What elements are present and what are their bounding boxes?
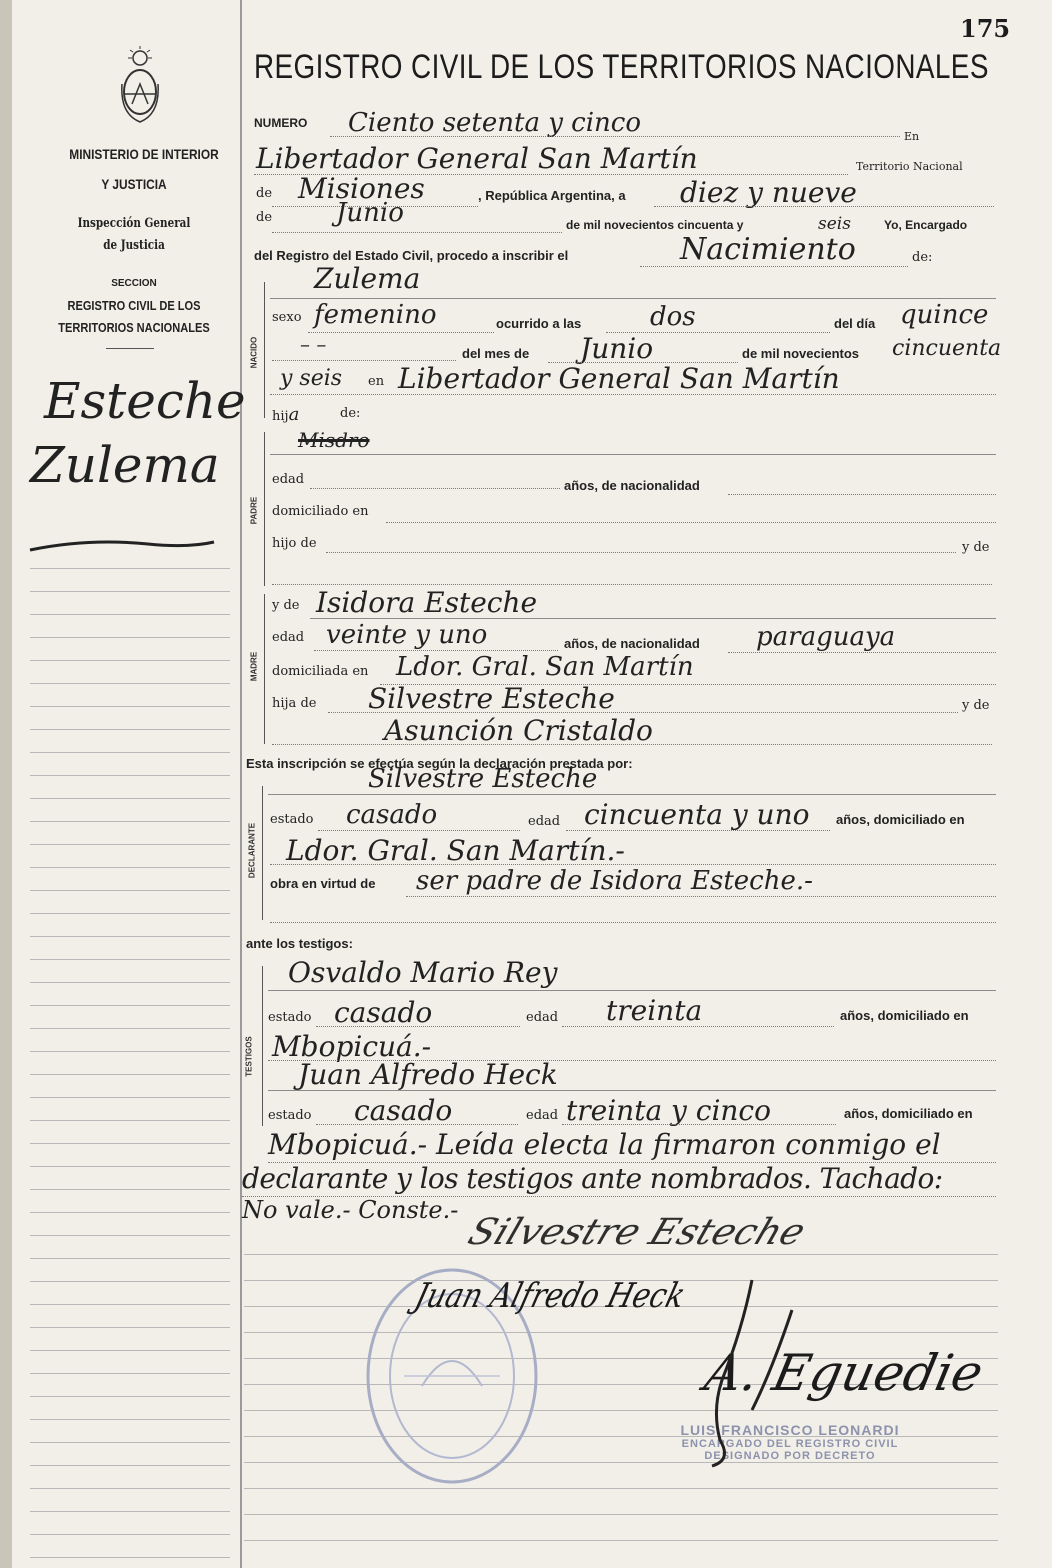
margin-ruled-line: [30, 1419, 230, 1420]
declarant-obra-label: obra en virtud de: [270, 876, 376, 891]
ministry-line-1: MINISTERIO DE INTERIOR: [69, 146, 219, 162]
margin-ruled-line: [30, 1005, 230, 1006]
maternal-grandmother-value: Asunción Cristaldo: [384, 714, 653, 747]
margin-ruled-line: [30, 1212, 230, 1213]
act-value: Nacimiento: [680, 232, 856, 267]
birth-year-value-1: cincuenta: [892, 336, 1002, 361]
declarant-signature: Silvestre Esteche: [462, 1212, 811, 1253]
margin-ruled-line: [30, 1396, 230, 1397]
witness2-estado-value: casado: [354, 1094, 453, 1127]
mother-domiciliada-label: domiciliada en: [272, 664, 369, 679]
yo-label: Yo, Encargado: [884, 218, 968, 232]
declarant-obra-value: ser padre de Isidora Esteche.-: [416, 866, 813, 896]
margin-ruled-line: [30, 660, 230, 661]
republica-label: , República Argentina, a: [478, 188, 626, 203]
witness2-age-value: treinta y cinco: [566, 1094, 771, 1127]
witness2-edad-label: edad: [526, 1108, 559, 1123]
mother-name-line: [310, 618, 996, 619]
father-grandmother-line: [272, 584, 992, 585]
margin-ruled-line: [30, 1534, 230, 1535]
margin-ruled-line: [30, 568, 230, 569]
witness1-name: Osvaldo Mario Rey: [288, 956, 558, 989]
birth-place-value: Libertador General San Martín: [398, 362, 840, 395]
mother-nationality-line: [728, 652, 996, 653]
nacido-section-label: NACIDO: [249, 336, 259, 369]
witness1-domicile-value: Mbopicuá.-: [272, 1030, 432, 1063]
margin-ruled-line: [30, 913, 230, 914]
father-struck-name: Misdro: [298, 428, 370, 452]
father-edad-label: edad: [272, 472, 305, 487]
margin-ruled-line: [30, 982, 230, 983]
section-label: SECCION: [111, 278, 157, 289]
declarant-name: Silvestre Esteche: [368, 764, 598, 794]
margin-ruled-line: [30, 844, 230, 845]
witness1-estado-line: [316, 1026, 520, 1027]
dash-line: [272, 360, 456, 361]
numero-label: NUMERO: [254, 116, 308, 130]
section-line-1: REGISTRO CIVIL DE LOS: [67, 298, 201, 313]
header-underline: [106, 348, 154, 349]
lower-ruled-line: [244, 1540, 998, 1541]
section-line-2: TERRITORIOS NACIONALES: [58, 320, 210, 335]
padre-bracket: [264, 432, 265, 586]
en-label: En: [904, 130, 920, 143]
maternal-grandmother-line: [272, 744, 992, 745]
mother-edad-label: edad: [272, 630, 305, 645]
father-y-de-label: y de: [962, 540, 990, 555]
witness-signature: Juan Alfredo Heck: [410, 1276, 690, 1316]
father-edad-line: [310, 488, 560, 489]
margin-ruled-line: [30, 798, 230, 799]
margin-underline-stroke: [28, 532, 218, 556]
declarant-edad-label: edad: [528, 814, 561, 829]
mother-nationality-value: paraguaya: [756, 622, 896, 652]
margin-ruled-line: [30, 775, 230, 776]
margin-ruled-line: [30, 1258, 230, 1259]
declarant-domicile-line: [270, 864, 996, 865]
declarant-estado-line: [318, 830, 520, 831]
lower-ruled-line: [244, 1514, 998, 1515]
ministry-line-2: Y JUSTICIA: [101, 176, 167, 192]
officer-signature: A. Eguedie: [699, 1344, 988, 1402]
hij-suffix: a: [288, 404, 300, 425]
witness2-estado-label: estado: [268, 1108, 312, 1123]
numero-line: [330, 136, 900, 137]
witness2-name-line: [268, 1090, 996, 1091]
declarant-extra-line: [270, 922, 996, 923]
inspection-line-1: Inspección General: [77, 216, 191, 231]
margin-ruled-line: [30, 1465, 230, 1466]
margin-ruled-line: [30, 1120, 230, 1121]
declarant-age-line: [566, 830, 830, 831]
mother-y-de2-label: y de: [962, 698, 990, 713]
maternal-grandfather-line: [328, 712, 958, 713]
margin-ruled-line: [30, 729, 230, 730]
witness1-estado-label: estado: [268, 1010, 312, 1025]
sexo-value: femenino: [314, 300, 437, 330]
birth-year-label: de mil novecientos: [742, 346, 860, 361]
declarant-domicile-value: Ldor. Gral. San Martín.-: [286, 834, 625, 867]
birth-month-value: Junio: [580, 332, 654, 365]
lower-ruled-line: [244, 1462, 998, 1463]
margin-ruled-line: [30, 614, 230, 615]
margin-ruled-line: [30, 706, 230, 707]
witness1-name-line: [268, 990, 996, 991]
witness1-age-value: treinta: [606, 994, 703, 1027]
act-line: [640, 266, 908, 267]
page-title: REGISTRO CIVIL DE LOS TERRITORIOS NACIONALES: [254, 48, 989, 86]
year-value: seis: [818, 214, 851, 234]
witness1-age-line: [562, 1026, 834, 1027]
declarante-bracket: [262, 786, 263, 920]
declarante-intro: Esta inscripción se efectúa según la declaración prestada por:: [246, 756, 633, 771]
margin-ruled-line: [30, 1235, 230, 1236]
margin-ruled-line: [30, 1350, 230, 1351]
margin-rule: [240, 0, 242, 1568]
month-line: [272, 232, 562, 233]
birth-year-value-2: y seis: [280, 366, 343, 391]
month-value: Junio: [336, 198, 404, 228]
mother-hija-label: hija de: [272, 696, 317, 711]
margin-surname: Esteche: [44, 372, 246, 430]
margin-ruled-line: [30, 867, 230, 868]
del-mes-label: del mes de: [462, 346, 530, 361]
margin-ruled-line: [30, 637, 230, 638]
margin-ruled-line: [30, 1143, 230, 1144]
de-label: de: [256, 186, 273, 201]
place-value: Libertador General San Martín: [256, 142, 698, 175]
del-dia-label: del día: [834, 316, 876, 331]
hij-de-label: de:: [340, 406, 361, 421]
birth-place-line: [270, 394, 996, 395]
margin-ruled-line: [30, 1373, 230, 1374]
madre-section-label: MADRE: [249, 651, 259, 682]
stamp-line-2: ENCARGADO DEL REGISTRO CIVIL: [681, 1438, 899, 1450]
lower-ruled-line: [244, 1410, 998, 1411]
sexo-label: sexo: [272, 310, 302, 325]
margin-ruled-line: [30, 1557, 230, 1558]
mother-name: Isidora Esteche: [316, 586, 538, 619]
margin-ruled-line: [30, 959, 230, 960]
stamp-line-3: DESIGNADO POR DECRETO: [704, 1450, 876, 1462]
mother-anos-label: años, de nacionalidad: [564, 636, 700, 651]
year-label: de mil novecientos cincuenta y: [566, 218, 744, 232]
witness2-name: Juan Alfredo Heck: [298, 1058, 558, 1091]
hij-prefix: hij: [272, 409, 289, 424]
margin-ruled-line: [30, 1051, 230, 1052]
declarant-anos-label: años, domiciliado en: [836, 812, 965, 827]
testigos-label: ante los testigos:: [246, 936, 353, 951]
stamp-line-1: LUIS FRANCISCO LEONARDI: [680, 1422, 900, 1438]
birth-day-value: quince: [900, 300, 989, 330]
page-number: 175: [960, 14, 1011, 43]
lower-ruled-line: [244, 1488, 998, 1489]
witness2-age-line: [562, 1124, 836, 1125]
declarant-obra-line: [406, 896, 996, 897]
mother-y-de-label: y de: [272, 598, 300, 613]
witness2-domicile-value: Mbopicuá.-: [268, 1128, 428, 1161]
day-value: diez y nueve: [680, 176, 857, 209]
hij-label: [272, 404, 299, 425]
margin-ruled-line: [30, 1488, 230, 1489]
margin-ruled-line: [30, 1028, 230, 1029]
mother-age-value: veinte y uno: [326, 620, 488, 650]
margin-given-name: Zulema: [30, 436, 220, 494]
declarant-name-line: [268, 794, 996, 795]
lower-ruled-line: [244, 1332, 998, 1333]
padre-section-label: PADRE: [249, 496, 259, 525]
margin-ruled-line: [30, 1097, 230, 1098]
margin-ruled-line: [30, 821, 230, 822]
margin-ruled-line: [30, 1281, 230, 1282]
declarant-estado-value: casado: [346, 800, 438, 830]
day-line: [654, 206, 994, 207]
mother-age-line: [314, 650, 558, 651]
territory-value: Misiones: [298, 172, 425, 205]
closing-line-2: declarante y los testigos ante nombrados. Tachado:: [242, 1162, 943, 1195]
father-domiciliado-label: domiciliado en: [272, 504, 369, 519]
margin-ruled-line: [30, 1304, 230, 1305]
margin-ruled-line: [30, 591, 230, 592]
ocurrido-label: ocurrido a las: [496, 316, 582, 331]
inspection-line-2: de Justicia: [103, 238, 165, 253]
witness1-anos-label: años, domiciliado en: [840, 1008, 969, 1023]
sexo-line: [308, 332, 494, 333]
lower-ruled-line: [244, 1254, 998, 1255]
officer-signature-flourish: [682, 1270, 802, 1470]
closing-line-1: [268, 1128, 941, 1161]
mother-domicile-value: Ldor. Gral. San Martín: [396, 652, 694, 682]
registro-label: del Registro del Estado Civil, procedo a inscribir el: [254, 248, 569, 263]
declarante-section-label: DECLARANTE: [247, 822, 257, 879]
father-name-line: [270, 454, 996, 455]
maternal-grandfather-value: Silvestre Esteche: [368, 682, 615, 715]
margin-ruled-line: [30, 1442, 230, 1443]
witness1-estado-value: casado: [334, 996, 433, 1029]
territorio-label: Territorio Nacional: [856, 160, 963, 173]
hour-value: dos: [650, 302, 696, 332]
birth-en-label: en: [368, 374, 385, 389]
nacido-bracket: [264, 282, 265, 418]
margin-ruled-line: [30, 1327, 230, 1328]
witness2-anos-label: años, domiciliado en: [844, 1106, 973, 1121]
declarant-age-value: cincuenta y uno: [584, 798, 810, 831]
de-month-label: de: [256, 210, 273, 225]
testigos-section-label: TESTIGOS: [244, 1036, 254, 1077]
declarant-estado-label: estado: [270, 812, 314, 827]
father-nationality-line: [728, 494, 996, 495]
closing-text-1: Leída electa la firmaron conmigo el: [436, 1128, 941, 1161]
testigos-bracket: [262, 966, 263, 1126]
father-anos-label: años, de nacionalidad: [564, 478, 700, 493]
closing-line-3: No vale.- Conste.-: [242, 1196, 459, 1224]
dash-value: – –: [300, 332, 327, 356]
father-hijo-line: [326, 552, 956, 553]
de2-label: de:: [912, 250, 933, 265]
margin-ruled-line: [30, 1189, 230, 1190]
witness2-estado-line: [316, 1124, 518, 1125]
child-name: Zulema: [314, 262, 421, 295]
father-domicile-line: [386, 522, 996, 523]
page-binding-edge: [0, 0, 12, 1568]
numero-value: Ciento setenta y cinco: [348, 108, 642, 138]
margin-ruled-line: [30, 683, 230, 684]
margin-ruled-line: [30, 1074, 230, 1075]
margin-ruled-line: [30, 890, 230, 891]
margin-ruled-line: [30, 936, 230, 937]
madre-bracket: [264, 594, 265, 744]
margin-ruled-line: [30, 1511, 230, 1512]
witness1-edad-label: edad: [526, 1010, 559, 1025]
margin-ruled-line: [30, 1166, 230, 1167]
coat-of-arms-icon: [118, 44, 162, 128]
child-name-line: [270, 298, 996, 299]
margin-ruled-line: [30, 752, 230, 753]
father-hijo-label: hijo de: [272, 536, 317, 551]
